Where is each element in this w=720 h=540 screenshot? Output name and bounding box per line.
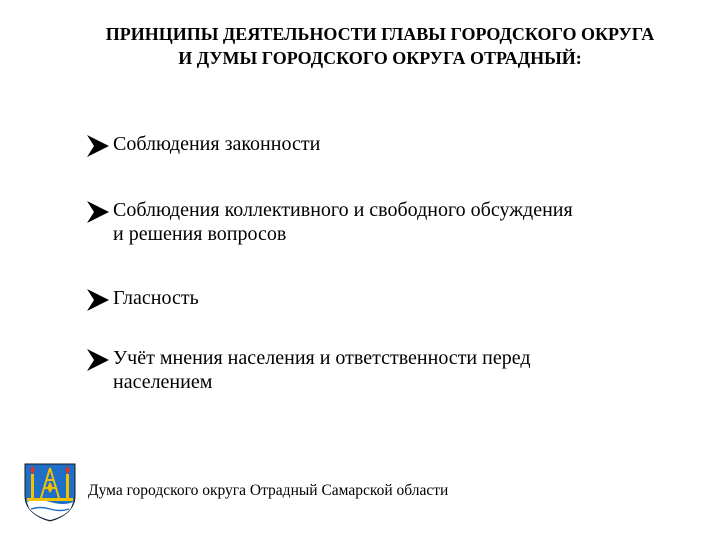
list-item [86, 346, 706, 394]
principle-text: Соблюдения коллективного и свободного обсуждения [113, 199, 573, 221]
principle-text: Гласность [113, 287, 199, 309]
principle-text: Соблюдения законности [113, 133, 321, 155]
arrow-right-icon [86, 348, 110, 372]
arrow-right-icon [86, 134, 110, 158]
title-line-1: ПРИНЦИПЫ ДЕЯТЕЛЬНОСТИ ГЛАВЫ ГОРОДСКОГО ОКРУГА [105, 24, 655, 44]
list-item [86, 198, 706, 246]
page-title [40, 22, 720, 70]
footer-organization: Дума городского округа Отрадный Самарской области [88, 482, 449, 499]
principle-text-continued: населением [113, 371, 213, 393]
coat-of-arms-icon [22, 462, 78, 522]
arrow-right-icon [86, 200, 110, 224]
principle-text-continued: и решения вопросов [113, 223, 287, 245]
arrow-right-icon [86, 288, 110, 312]
footer [22, 462, 622, 522]
list-item [86, 132, 706, 156]
principle-text: Учёт мнения населения и ответственности перед [113, 347, 531, 369]
title-line-2: И ДУМЫ ГОРОДСКОГО ОКРУГА ОТРАДНЫЙ: [178, 48, 582, 68]
list-item [86, 286, 706, 310]
